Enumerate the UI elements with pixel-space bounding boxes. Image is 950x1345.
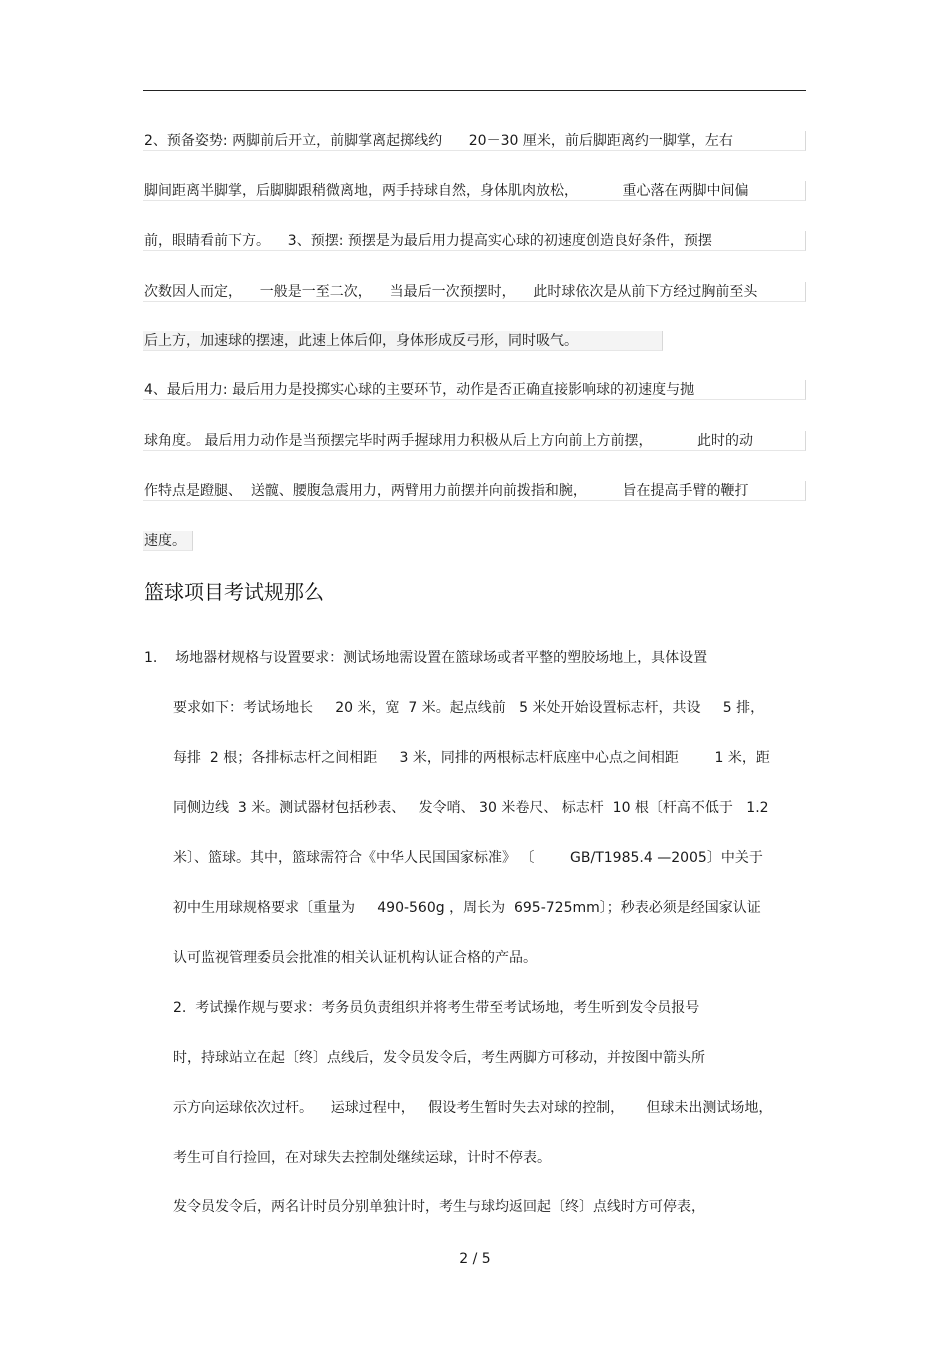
- text-line: 2、预备姿势: 两脚前后开立，前脚掌离起掷线约 20－30 厘米，前后脚距离约一脚掌，左右: [143, 131, 806, 151]
- section-heading: 篮球项目考试规那么: [144, 580, 324, 604]
- text-line: 速度。: [143, 531, 193, 551]
- text-line: 次数因人而定， 一般是一至二次， 当最后一次预摆时， 此时球依次是从前下方经过胸前至头: [143, 282, 806, 302]
- text-line: 考生可自行捡回，在对球失去控制处继续运球，计时不停表。: [173, 1150, 551, 1166]
- text-line: 认可监视管理委员会批准的相关认证机构认证合格的产品。: [173, 950, 537, 966]
- text-line: 米〕、篮球。其中，篮球需符合《中华人民国国家标准》 〔 GB/T1985.4 —2005〕中关于: [173, 850, 763, 866]
- text-line: 球角度。 最后用力动作是当预摆完毕时两手握球用力积极从后上方向前上方前摆， 此时的动: [143, 431, 806, 451]
- text-line: 初中生用球规格要求〔重量为 490-560g ，周长为 695-725mm〕；秒表必须是经国家认证: [173, 900, 761, 916]
- header-rule: [143, 90, 806, 91]
- list-item-2: 2. 考试操作规与要求：考务员负责组织并将考生带至考试场地，考生听到发令员报号: [173, 1000, 700, 1016]
- text-line: 时，持球站立在起〔终〕点线后，发令员发令后，考生两脚方可移动，并按图中箭头所: [173, 1050, 705, 1066]
- text-line: 示方向运球依次过杆。 运球过程中， 假设考生暂时失去对球的控制， 但球未出测试场地，: [173, 1100, 773, 1116]
- text-line: 4、最后用力: 最后用力是投掷实心球的主要环节，动作是否正确直接影响球的初速度与抛: [143, 380, 806, 400]
- text-line: 要求如下：考试场地长 20 米，宽 7 米。起点线前 5 米处开始设置标志杆，共设 5 排，: [173, 700, 765, 716]
- text-line: 同侧边线 3 米。测试器材包括秒表、 发令哨、 30 米卷尺、 标志杆 10 根〔杆高不低于 1.2: [173, 800, 769, 816]
- list-item-1: 1. 场地器材规格与设置要求：测试场地需设置在篮球场或者平整的塑胶场地上，具体设置: [144, 650, 708, 666]
- text-line: 后上方，加速球的摆速，此速上体后仰，身体形成反弓形，同时吸气。: [143, 331, 663, 351]
- text-line: 前，眼睛看前下方。 3、预摆: 预摆是为最后用力提高实心球的初速度创造良好条件，预摆: [143, 231, 806, 251]
- page-number: 2 / 5: [459, 1251, 491, 1267]
- text-line: 脚间距离半脚掌，后脚脚跟稍微离地，两手持球自然，身体肌肉放松， 重心落在两脚中间偏: [143, 181, 806, 201]
- text-line: 发令员发令后，两名计时员分别单独计时，考生与球均返回起〔终〕点线时方可停表，: [173, 1199, 705, 1215]
- text-line: 作特点是蹬腿、 送髋、腰腹急震用力，两臂用力前摆并向前拨指和腕， 旨在提高手臂的鞭打: [143, 481, 806, 501]
- text-line: 每排 2 根；各排标志杆之间相距 3 米，同排的两根标志杆底座中心点之间相距 1 米，距: [173, 750, 770, 766]
